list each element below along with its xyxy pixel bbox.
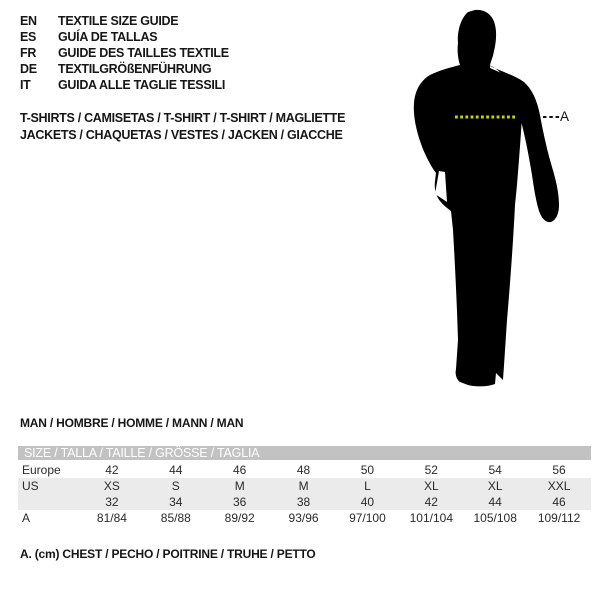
size-table-header: SIZE / TALLA / TAILLE / GRÖSSE / TAGLIA bbox=[18, 446, 591, 462]
section-label-man: MAN / HOMBRE / HOMME / MANN / MAN bbox=[20, 416, 244, 430]
row-label: Europe bbox=[22, 463, 61, 477]
size-cell: 46 bbox=[527, 494, 591, 510]
size-cell: 81/84 bbox=[96, 511, 127, 525]
size-cell: 109/112 bbox=[537, 511, 581, 525]
category-jackets: JACKETS / CHAQUETAS / VESTES / JACKEN / GIACCHE bbox=[20, 128, 343, 142]
language-code: ES bbox=[20, 30, 37, 44]
size-table-container bbox=[18, 446, 591, 526]
language-row bbox=[20, 77, 229, 93]
size-cell: 89/92 bbox=[224, 511, 255, 525]
size-cell: 48 bbox=[296, 463, 311, 477]
language-row bbox=[20, 13, 229, 29]
language-row bbox=[20, 45, 229, 61]
measure-label-a: A bbox=[560, 109, 570, 124]
man-silhouette-svg bbox=[400, 5, 575, 390]
size-cell: 46 bbox=[233, 463, 247, 477]
size-cell: 50 bbox=[360, 463, 375, 477]
size-cell: XS bbox=[80, 478, 144, 494]
language-list bbox=[20, 13, 229, 93]
language-title: GUÍA DE TALLAS bbox=[58, 30, 158, 44]
size-cell: 40 bbox=[336, 494, 400, 510]
size-cell: XL bbox=[463, 478, 527, 494]
language-row bbox=[20, 61, 229, 77]
language-code: IT bbox=[20, 78, 31, 92]
row-label: A bbox=[22, 511, 31, 525]
size-cell: 97/100 bbox=[349, 511, 386, 525]
row-label bbox=[18, 494, 80, 510]
size-table-header-row bbox=[18, 446, 591, 462]
size-cell: L bbox=[336, 478, 400, 494]
language-code: DE bbox=[20, 62, 37, 76]
size-cell: 85/88 bbox=[160, 511, 191, 525]
size-cell: 52 bbox=[424, 463, 438, 477]
table-row-numeric bbox=[18, 494, 591, 510]
size-cell: 42 bbox=[399, 494, 463, 510]
table-row-europe bbox=[18, 462, 591, 478]
size-cell: 44 bbox=[169, 463, 183, 477]
size-cell: 105/108 bbox=[473, 511, 517, 525]
size-cell: 101/104 bbox=[409, 511, 453, 525]
size-cell: M bbox=[272, 478, 336, 494]
size-cell: 38 bbox=[272, 494, 336, 510]
language-code: EN bbox=[20, 14, 37, 28]
size-table bbox=[18, 446, 591, 526]
size-cell: 93/96 bbox=[288, 511, 319, 525]
language-row bbox=[20, 29, 229, 45]
row-label: US bbox=[18, 478, 80, 494]
size-cell: XXL bbox=[527, 478, 591, 494]
size-cell: S bbox=[144, 478, 208, 494]
category-tshirts: T-SHIRTS / CAMISETAS / T-SHIRT / T-SHIRT / MAGLIETTE bbox=[20, 111, 346, 125]
size-cell: 56 bbox=[552, 463, 566, 477]
size-cell: 32 bbox=[80, 494, 144, 510]
table-row-us bbox=[18, 478, 591, 494]
size-cell: 44 bbox=[463, 494, 527, 510]
language-title: TEXTILE SIZE GUIDE bbox=[58, 14, 179, 28]
size-cell: 34 bbox=[144, 494, 208, 510]
language-code: FR bbox=[20, 46, 37, 60]
language-title: GUIDA ALLE TAGLIE TESSILI bbox=[58, 78, 226, 92]
man-silhouette-figure bbox=[400, 5, 575, 390]
size-cell: 54 bbox=[488, 463, 502, 477]
language-title: TEXTILGRÖßENFÜHRUNG bbox=[58, 62, 212, 76]
chest-footnote: A. (cm) CHEST / PECHO / POITRINE / TRUHE / PETTO bbox=[20, 547, 316, 561]
size-cell: M bbox=[208, 478, 272, 494]
size-cell: 42 bbox=[105, 463, 119, 477]
language-title: GUIDE DES TAILLES TEXTILE bbox=[58, 46, 229, 60]
table-row-chest-a bbox=[18, 510, 591, 526]
size-cell: 36 bbox=[208, 494, 272, 510]
size-cell: XL bbox=[399, 478, 463, 494]
garment-categories bbox=[20, 110, 345, 144]
man-silhouette-body bbox=[414, 10, 522, 387]
